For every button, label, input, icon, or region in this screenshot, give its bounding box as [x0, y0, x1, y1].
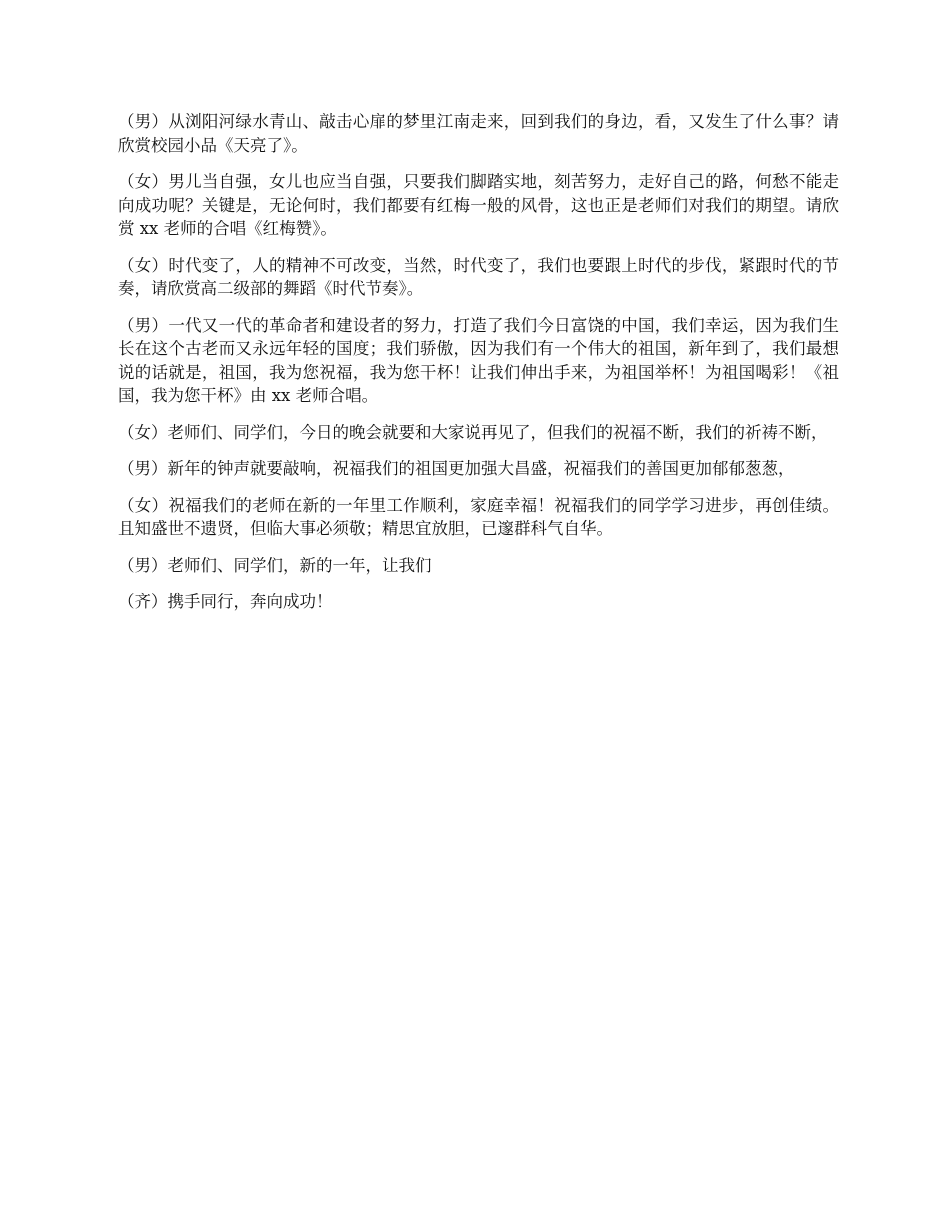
paragraph-8: （男）老师们、同学们，新的一年，让我们 [118, 555, 432, 575]
paragraph-3: （女）时代变了，人的精神不可改变，当然，时代变了，我们也要跟上时代的步伐，紧跟时代的节奏，请欣赏高二级部的舞蹈《时代节奏》。 [118, 255, 839, 298]
paragraph-9: （齐）携手同行，奔向成功！ [118, 592, 333, 611]
paragraph-1: （男）从浏阳河绿水青山、敲击心扉的梦里江南走来，回到我们的身边，看，又发生了什么事？请欣赏校园小品《天亮了》。 [118, 112, 839, 155]
document-body [118, 110, 839, 627]
paragraph-7: （女）祝福我们的老师在新的一年里工作顺利，家庭幸福！祝福我们的同学学习进步，再创佳绩。且知盛世不遗贤，但临大事必须敬；精思宜放胆，已邃群科气自华。 [118, 495, 839, 538]
paragraph-5: （女）老师们、同学们，今日的晚会就要和大家说再见了，但我们的祝福不断，我们的祈祷不断， [118, 422, 828, 442]
paragraph-6: （男）新年的钟声就要敲响，祝福我们的祖国更加强大昌盛，祝福我们的善国更加郁郁葱葱， [118, 459, 795, 478]
paragraph-4: （男）一代又一代的革命者和建设者的努力，打造了我们今日富饶的中国，我们幸运，因为我们生长在这个古老而又永远年轻的国度；我们骄傲，因为我们有一个伟大的祖国，新年到了，我们最想说的话就是，祖国，我为您祝福，我为您干杯！让我们伸出手来，为祖国举杯！为祖国喝彩！《祖国，我为您干杯》由 xx 老师合唱。 [118, 315, 839, 405]
paragraph-2: （女）男儿当自强，女儿也应当自强，只要我们脚踏实地，刻苦努力，走好自己的路，何愁不能走向成功呢？关键是，无论何时，我们都要有红梅一般的风骨，这也正是老师们对我们的期望。请欣赏 xx 老师的合唱《红梅赞》。 [118, 172, 839, 238]
